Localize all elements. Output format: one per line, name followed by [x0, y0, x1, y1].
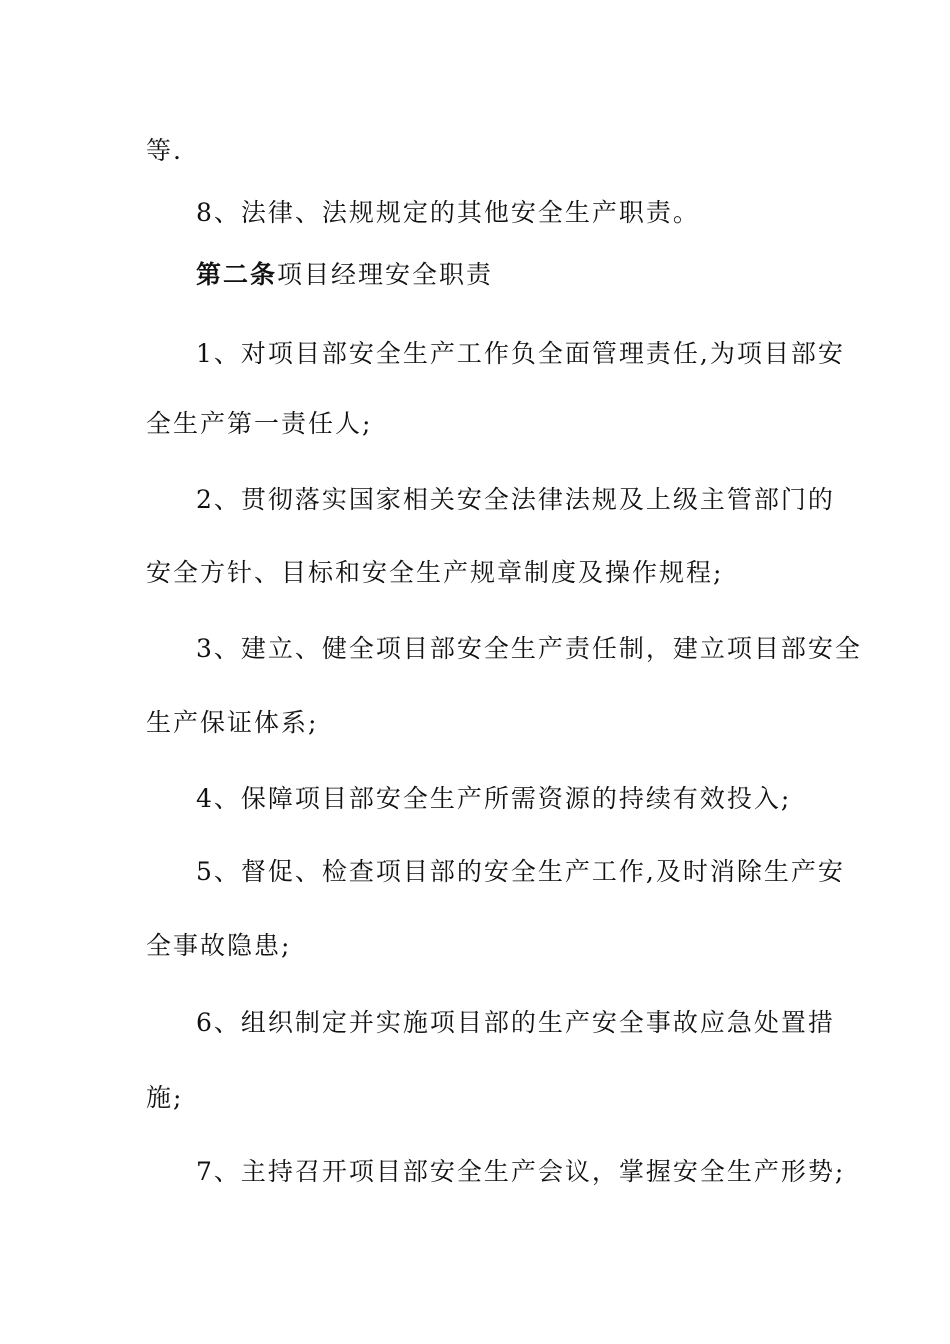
duty-item-3-continuation: 生产保证体系;	[146, 708, 319, 737]
duty-item-2: 2、贯彻落实国家相关安全法律法规及上级主管部门的	[196, 485, 835, 514]
duty-item-4: 4、保障项目部安全生产所需资源的持续有效投入;	[196, 784, 792, 813]
duty-item-2-continuation: 安全方针、目标和安全生产规章制度及操作规程;	[146, 558, 724, 587]
duty-item-1-continuation: 全生产第一责任人;	[146, 409, 373, 438]
duty-item-3: 3、建立、健全项目部安全生产责任制，建立项目部安全	[196, 634, 862, 663]
duty-item-8: 8、法律、法规规定的其他安全生产职责。	[196, 198, 700, 227]
article-number: 第二条	[196, 260, 278, 289]
article-heading-line	[196, 258, 493, 292]
duty-item-1: 1、对项目部安全生产工作负全面管理责任,为项目部安	[196, 339, 845, 368]
duty-item-5: 5、督促、检查项目部的安全生产工作,及时消除生产安	[196, 857, 845, 886]
duty-item-6: 6、组织制定并实施项目部的生产安全事故应急处置措	[196, 1008, 835, 1037]
paragraph-continuation: 等.	[146, 136, 183, 165]
duty-item-6-continuation: 施;	[146, 1083, 184, 1112]
duty-item-7: 7、主持召开项目部安全生产会议，掌握安全生产形势;	[196, 1157, 846, 1186]
article-title: 项目经理安全职责	[277, 260, 494, 289]
duty-item-5-continuation: 全事故隐患;	[146, 931, 292, 960]
